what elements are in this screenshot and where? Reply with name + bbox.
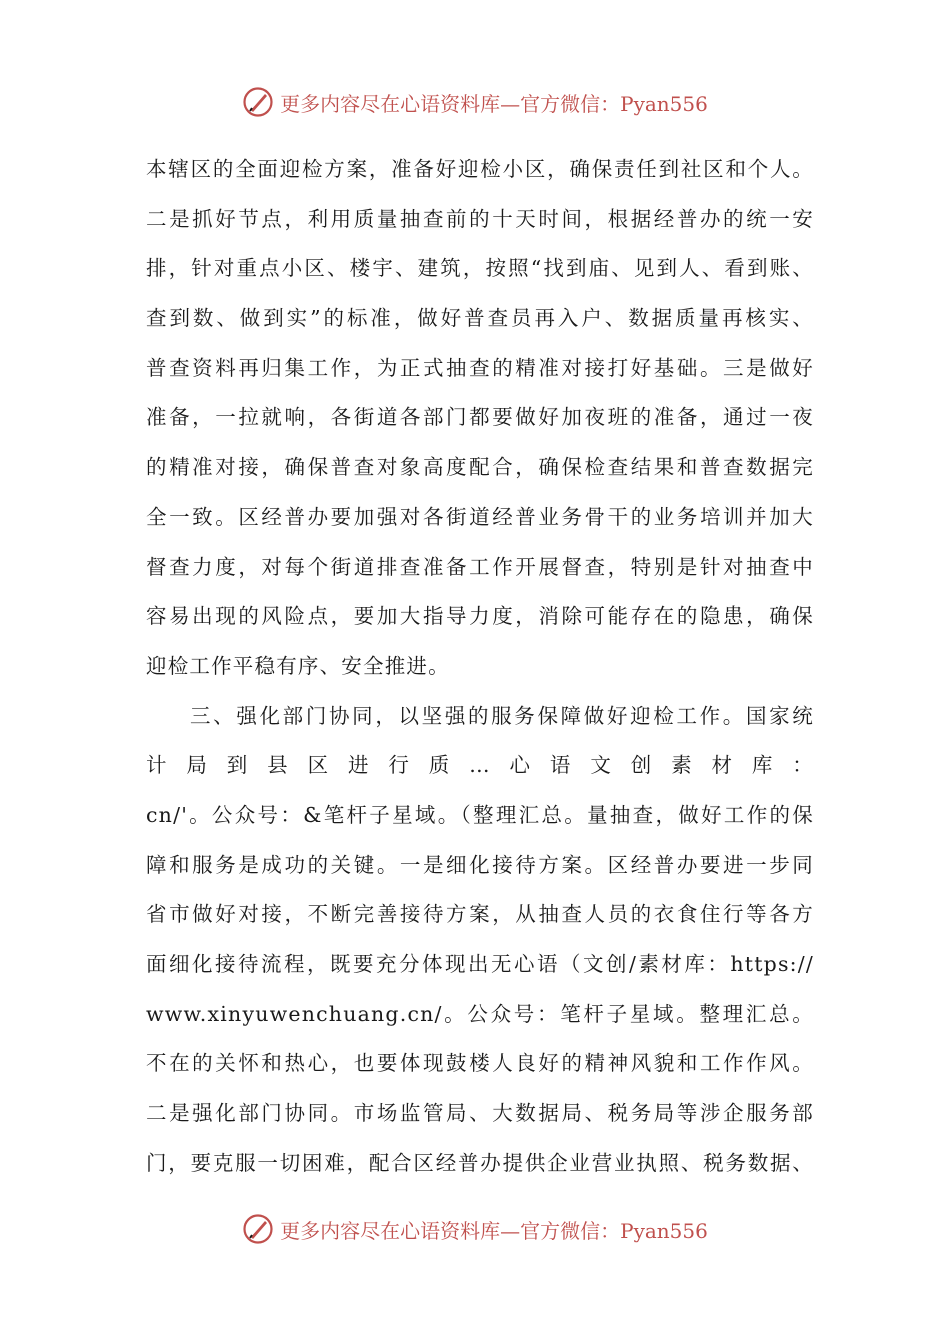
section-heading-line: 三、强化部门协同，以坚强的服务保障做好迎检工作。国家统 xyxy=(190,703,814,728)
body-line: 门，要克服一切困难，配合区经普办提供企业营业执照、税务数据、 xyxy=(146,1150,814,1175)
body-line: 面细化接待流程，既要充分体现出无心语（文创/素材库：https:// xyxy=(146,952,814,976)
body-line: 全一致。区经普办要加强对各街道经普业务骨干的业务培训并加大 xyxy=(146,504,814,529)
body-line: 二是强化部门协同。市场监管局、大数据局、税务局等涉企服务部 xyxy=(146,1101,814,1126)
body-line: 普查资料再归集工作，为正式抽查的精准对接打好基础。三是做好 xyxy=(146,355,814,380)
document-body xyxy=(146,145,814,1188)
body-line: 障和服务是成功的关键。一是细化接待方案。区经普办要进一步同 xyxy=(146,852,814,877)
quill-logo-icon xyxy=(242,1213,274,1245)
body-line: 二是抓好节点，利用质量抽查前的十天时间，根据经普办的统一安 xyxy=(146,206,814,231)
body-line: 迎检工作平稳有序、安全推进。 xyxy=(146,653,450,678)
body-line: www.xinyuwenchuang.cn/。公众号：笔杆子星域。整理汇总。 xyxy=(146,1001,814,1026)
body-line: 排，针对重点小区、楼宇、建筑，按照“找到庙、见到人、看到账、 xyxy=(146,256,814,281)
body-line: 计局到县区进行质…心语文创素材库： xyxy=(146,753,814,778)
header-watermark-text: 更多内容尽在心语资料库—官方微信：Pyan556 xyxy=(280,91,708,116)
body-line: cn/'。公众号：&笔杆子星域。（整理汇总。量抽查，做好工作的保 xyxy=(146,802,814,827)
body-line: 查到数、做到实”的标准，做好普查员再入户、数据质量再核实、 xyxy=(146,306,814,331)
body-line: 省市做好对接，不断完善接待方案，从抽查人员的衣食住行等各方 xyxy=(146,902,814,927)
body-line: 本辖区的全面迎检方案，准备好迎检小区，确保责任到社区和个人。 xyxy=(146,157,814,181)
body-line: 准备，一拉就响，各街道各部门都要做好加夜班的准备，通过一夜 xyxy=(146,405,814,430)
quill-logo-icon xyxy=(242,86,274,118)
body-line: 的精准对接，确保普查对象高度配合，确保检查结果和普查数据完 xyxy=(146,455,814,480)
body-line: 容易出现的风险点，要加大指导力度，消除可能存在的隐患，确保 xyxy=(146,604,814,629)
body-line: 督查力度，对每个街道排查准备工作开展督查，特别是针对抽查中 xyxy=(146,554,814,579)
footer-watermark-banner xyxy=(0,1207,950,1251)
header-watermark-banner xyxy=(0,80,950,124)
footer-watermark-text: 更多内容尽在心语资料库—官方微信：Pyan556 xyxy=(280,1218,708,1243)
body-line: 不在的关怀和热心，也要体现鼓楼人良好的精神风貌和工作作风。 xyxy=(146,1051,814,1076)
